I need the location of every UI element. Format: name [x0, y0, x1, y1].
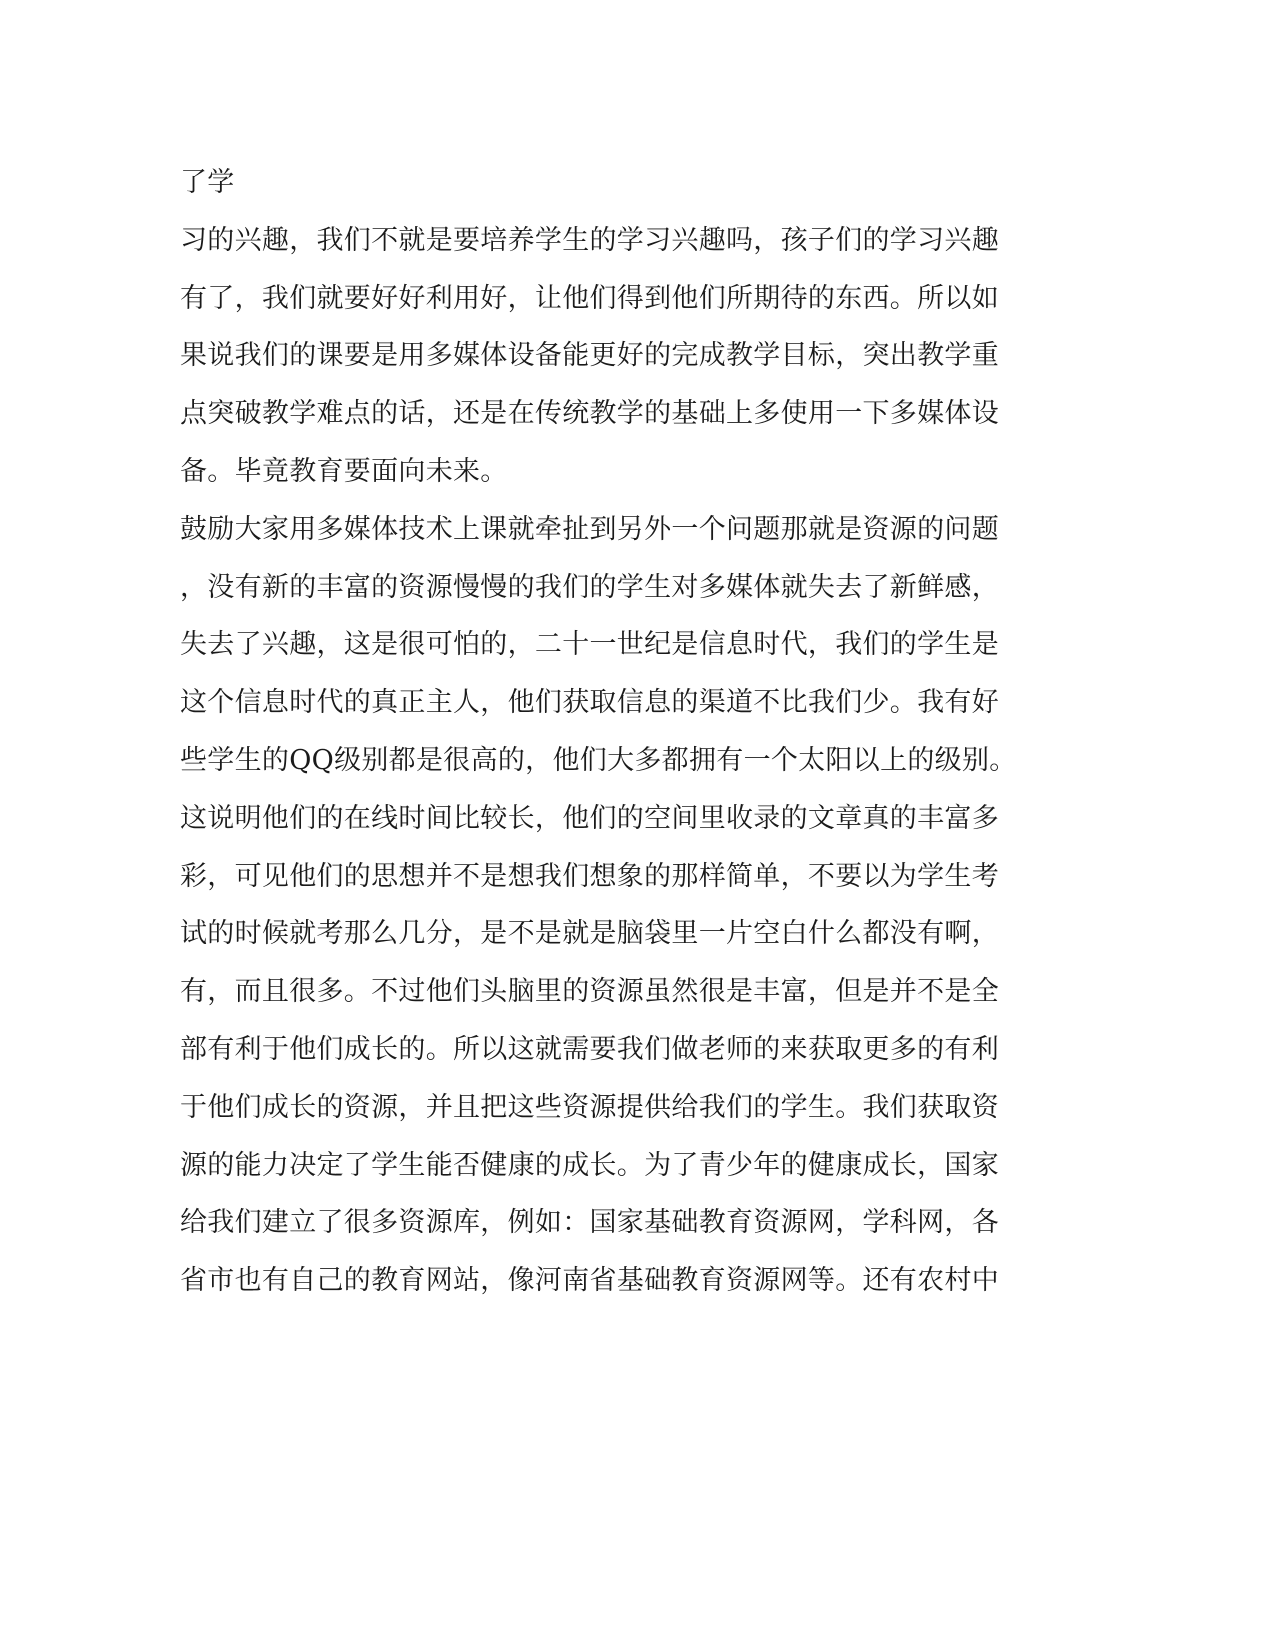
text-line: 习的兴趣，我们不就是要培养学生的学习兴趣吗，孩子们的学习兴趣: [180, 224, 999, 256]
text-line: 些学生的QQ级别都是很高的，他们大多都拥有一个太阳以上的级别。: [180, 744, 1017, 776]
text-line: 源的能力决定了学生能否健康的成长。为了青少年的健康成长，国家: [180, 1149, 999, 1181]
text-line: 给我们建立了很多资源库，例如：国家基础教育资源网，学科网，各: [180, 1207, 999, 1239]
text-line: 彩，可见他们的思想并不是想我们想象的那样简单，不要以为学生考: [180, 860, 999, 892]
body-text: [180, 165, 1040, 1321]
text-line: 部有利于他们成长的。所以这就需要我们做老师的来获取更多的有利: [180, 1033, 999, 1065]
text-line: 鼓励大家用多媒体技术上课就牵扯到另外一个问题那就是资源的问题: [180, 513, 999, 545]
text-line: 这说明他们的在线时间比较长，他们的空间里收录的文章真的丰富多: [180, 802, 999, 834]
text-line: 了学: [180, 167, 235, 198]
text-line: 这个信息时代的真正主人，他们获取信息的渠道不比我们少。我有好: [180, 687, 999, 719]
text-line: 果说我们的课要是用多媒体设备能更好的完成教学目标，突出教学重: [180, 340, 999, 372]
text-line: ，没有新的丰富的资源慢慢的我们的学生对多媒体就失去了新鲜感，: [180, 571, 999, 603]
text-line: 试的时候就考那么几分，是不是就是脑袋里一片空白什么都没有啊，: [180, 918, 999, 950]
text-line: 备。毕竟教育要面向未来。: [180, 455, 508, 487]
text-line: 失去了兴趣，这是很可怕的，二十一世纪是信息时代，我们的学生是: [180, 629, 999, 661]
text-line: 于他们成长的资源，并且把这些资源提供给我们的学生。我们获取资: [180, 1091, 999, 1123]
text-line: 有了，我们就要好好利用好，让他们得到他们所期待的东西。所以如: [180, 282, 999, 314]
text-line: 点突破教学难点的话，还是在传统教学的基础上多使用一下多媒体设: [180, 398, 999, 430]
text-line: 有，而且很多。不过他们头脑里的资源虽然很是丰富，但是并不是全: [180, 976, 999, 1008]
text-line: 省市也有自己的教育网站，像河南省基础教育资源网等。还有农村中: [180, 1265, 999, 1297]
